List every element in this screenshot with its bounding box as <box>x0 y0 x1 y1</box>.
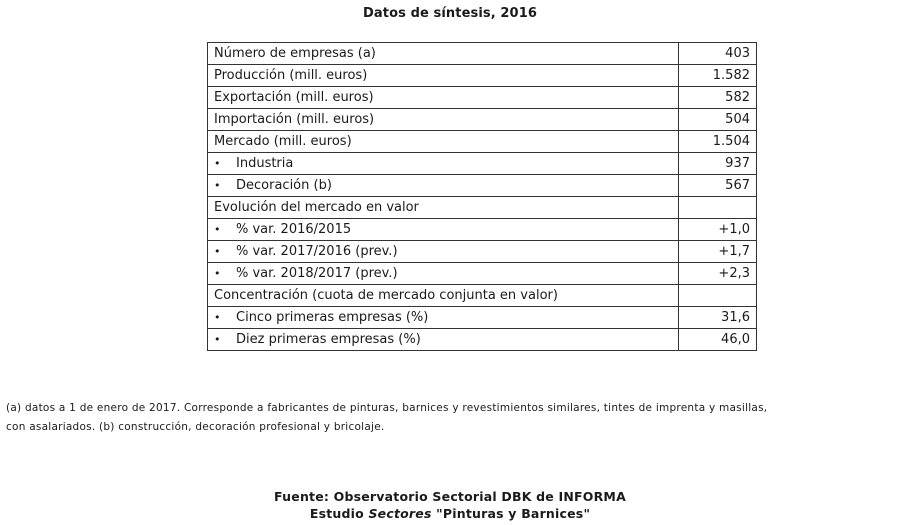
table-row <box>208 307 757 329</box>
source-credit <box>0 488 900 522</box>
row-label: Decoración (b) <box>236 178 332 193</box>
footnote <box>6 399 896 437</box>
row-label-cell <box>208 43 679 65</box>
row-value: 567 <box>679 175 757 197</box>
bullet-icon: • <box>214 333 221 346</box>
row-label: Diez primeras empresas (%) <box>236 332 421 347</box>
summary-table-body <box>208 43 757 351</box>
row-value: 403 <box>679 43 757 65</box>
bullet-icon: • <box>214 179 221 192</box>
row-label: Exportación (mill. euros) <box>214 90 374 105</box>
table-row <box>208 43 757 65</box>
row-label: Importación (mill. euros) <box>214 112 375 127</box>
table-row <box>208 219 757 241</box>
row-label-cell <box>208 329 679 351</box>
table-row <box>208 153 757 175</box>
row-label: Número de empresas (a) <box>214 46 376 61</box>
row-value: 1.582 <box>679 65 757 87</box>
source-study-prefix: Estudio <box>309 506 369 521</box>
table-row <box>208 65 757 87</box>
row-label-cell <box>208 65 679 87</box>
row-label-cell <box>208 109 679 131</box>
row-value: 1.504 <box>679 131 757 153</box>
footnote-line-2: con asalariados. (b) construcción, decoración profesional y bricolaje. <box>6 421 385 433</box>
row-label-cell <box>208 219 679 241</box>
table-row <box>208 241 757 263</box>
row-label-cell <box>208 241 679 263</box>
row-value: +1,7 <box>679 241 757 263</box>
source-study-series: Sectores <box>368 506 432 521</box>
row-label: % var. 2017/2016 (prev.) <box>236 244 398 259</box>
row-value: +2,3 <box>679 263 757 285</box>
row-value: 582 <box>679 87 757 109</box>
footnote-line-1: (a) datos a 1 de enero de 2017. Corresponde a fabricantes de pinturas, barnices y revestimientos similares, tintes de imprenta y masillas, <box>6 402 768 414</box>
row-label-cell <box>208 263 679 285</box>
table-row <box>208 263 757 285</box>
bullet-icon: • <box>214 311 221 324</box>
row-label: Concentración (cuota de mercado conjunta en valor) <box>214 288 558 303</box>
row-label-cell <box>208 285 679 307</box>
row-value: 31,6 <box>679 307 757 329</box>
source-study-title: "Pinturas y Barnices" <box>431 506 591 521</box>
row-value <box>679 197 757 219</box>
row-value: 504 <box>679 109 757 131</box>
row-value: 937 <box>679 153 757 175</box>
row-label: % var. 2016/2015 <box>236 222 352 237</box>
row-label: Evolución del mercado en valor <box>214 200 419 215</box>
row-label: % var. 2018/2017 (prev.) <box>236 266 398 281</box>
row-label-cell <box>208 131 679 153</box>
row-label: Producción (mill. euros) <box>214 68 368 83</box>
table-row <box>208 175 757 197</box>
row-label-cell <box>208 307 679 329</box>
table-row <box>208 131 757 153</box>
row-label-cell <box>208 197 679 219</box>
source-line-1: Fuente: Observatorio Sectorial DBK de INFORMA <box>274 489 626 504</box>
row-label: Industria <box>236 156 294 171</box>
table-row <box>208 197 757 219</box>
row-value: +1,0 <box>679 219 757 241</box>
table-row <box>208 109 757 131</box>
row-value: 46,0 <box>679 329 757 351</box>
table-row <box>208 285 757 307</box>
table-row <box>208 87 757 109</box>
page-title: Datos de síntesis, 2016 <box>363 6 537 21</box>
table-row <box>208 329 757 351</box>
bullet-icon: • <box>214 223 221 236</box>
row-label-cell <box>208 87 679 109</box>
summary-table <box>207 42 757 351</box>
bullet-icon: • <box>214 245 221 258</box>
row-value <box>679 285 757 307</box>
row-label-cell <box>208 153 679 175</box>
row-label-cell <box>208 175 679 197</box>
bullet-icon: • <box>214 267 221 280</box>
row-label: Mercado (mill. euros) <box>214 134 352 149</box>
source-line-2 <box>0 505 900 522</box>
bullet-icon: • <box>214 157 221 170</box>
row-label: Cinco primeras empresas (%) <box>236 310 429 325</box>
